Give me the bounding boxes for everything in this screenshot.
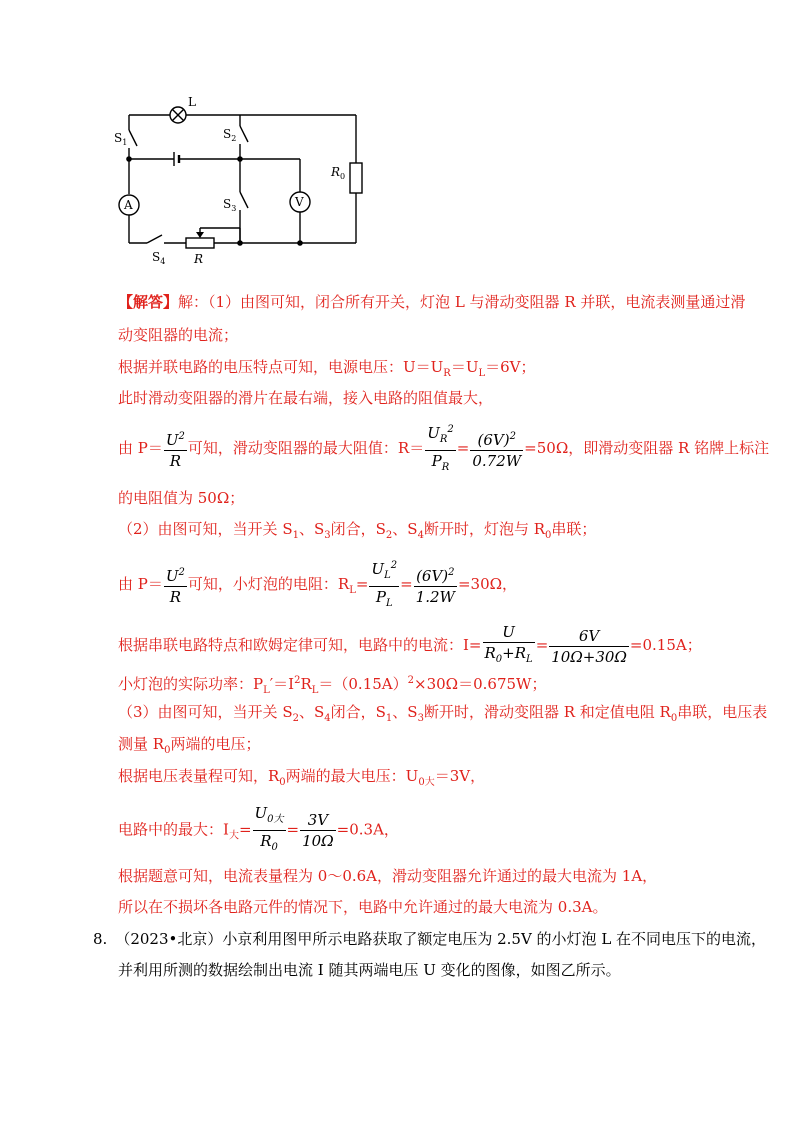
switch-s4 [147,235,162,243]
label-A: A [124,198,133,212]
answer-tag: 【解答】 [118,293,179,311]
question-number: 8. [93,930,108,948]
switch-s3 [240,192,248,208]
fraction-6v2-072w: $\frac{(6V)^2}{0.72W}$ [470,427,523,471]
fraction-u-r0rl: $\frac{U}{R_0+R_L}$ [484,623,533,665]
resistor-r0-symbol [350,163,362,193]
label-V: V [295,195,304,209]
answer-line-1: 【解答】解：（1）由图可知，闭合所有开关，灯泡 L 与滑动变阻器 R 并联，电流表测量通过滑 [118,293,746,311]
answer-line-2: 动变阻器的电流； [118,326,239,344]
answer-line-14: 电路中的最大：$I_大=$ $\frac{U_{0大}}{R_0}$ = $\frac{3V}{10\Omega}$ =0.3A， [118,803,399,858]
answer-line-10: 小灯泡的实际功率：$P_L'=I^2R_L=(0.15A)^2\times 30\Omega=0.675W$； [118,675,547,696]
fraction-6v2-12w: $\frac{(6V)^2}{1.2W}$ [414,563,457,607]
answer-line-16: 所以在不损坏各电路元件的情况下，电路中允许通过的最大电流为 0.3A。 [118,898,608,916]
answer-line-6: 的电阻值为 50Ω； [118,489,245,507]
label-S3: $S_3$ [223,197,237,213]
switch-s1 [129,130,137,146]
switch-s2 [240,126,248,142]
answer-line-11: （3）由图可知，当开关 $S_2$、$S_4$闭合，$S_1$、$S_3$断开时，滑动变阻器 R 和定值电阻 $R_0$串联，电压表 [118,703,768,724]
label-S1: $S_1$ [114,131,128,147]
rheostat-symbol [186,238,214,248]
label-R0: $R_0$ [331,165,346,181]
label-L: L [188,95,196,109]
label-R: R [194,252,204,266]
question-8-line-2: 并利用所测的数据绘制出电流 I 随其两端电压 U 变化的图像，如图乙所示。 [118,961,621,979]
circuit-diagram [112,88,372,273]
fraction-ur2-pr: $\frac{U_R^2}{P_R}$ [425,420,456,478]
fraction-3v-10: $\frac{3V}{10\Omega}$ [302,811,334,850]
answer-line-12: 测量 $R_0$两端的电压； [118,735,261,756]
answer-line-3: 根据并联电路的电压特点可知，电源电压：$U=U_R=U_L=6V$； [118,358,536,379]
label-S2: $S_2$ [223,127,237,143]
fraction-6v-40: $\frac{6V}{10\Omega+30\Omega}$ [551,626,627,666]
answer-line-5: 由 P＝ $\frac{U^2}{R}$ 可知，滑动变阻器的最大阻值：R＝ $\frac{U_R^2}{P_R}$ = $\frac{(6V)^2}{0.72W}$ =50Ω，即滑动变阻器 R 铭牌上标注 [118,420,769,478]
fraction-u2-r-2: $\frac{U^2}{R}$ [164,563,187,607]
answer-line-8: 由 P＝ $\frac{U^2}{R}$ 可知，小灯泡的电阻：$R_L=$ $\frac{U_L^2}{P_L}$ = $\frac{(6V)^2}{1.2W}$ =30Ω， [118,556,517,614]
answer-line-9: 根据串联电路特点和欧姆定律可知，电路中的电流：I= $\frac{U}{R_0+R_L}$ = $\frac{6V}{10\Omega+30\Omega}$ =0.15A； [118,622,702,670]
fraction-u0max-r0: $\frac{U_{0大}}{R_0}$ [254,804,284,853]
fraction-ul2-pl: $\frac{U_L^2}{P_L}$ [369,556,399,614]
label-S4: $S_4$ [152,250,166,266]
answer-line-7: （2）由图可知，当开关 $S_1$、$S_3$闭合，$S_2$、$S_4$断开时，灯泡与 $R_0$串联； [118,520,597,541]
question-8-line-1: 8. （2023•北京）小京利用图甲所示电路获取了额定电压为 2.5V 的小灯泡 L 在不同电压下的电流， [93,930,767,948]
answer-line-4: 此时滑动变阻器的滑片在最右端，接入电路的阻值最大， [118,389,494,407]
fraction-u2-r: $\frac{U^2}{R}$ [164,427,187,471]
answer-line-15: 根据题意可知，电流表量程为 0～0.6A，滑动变阻器允许通过的最大电流为 1A， [118,867,658,885]
answer-line-13: 根据电压表量程可知，$R_0$两端的最大电压：$U_{0大}=3V$， [118,767,486,788]
